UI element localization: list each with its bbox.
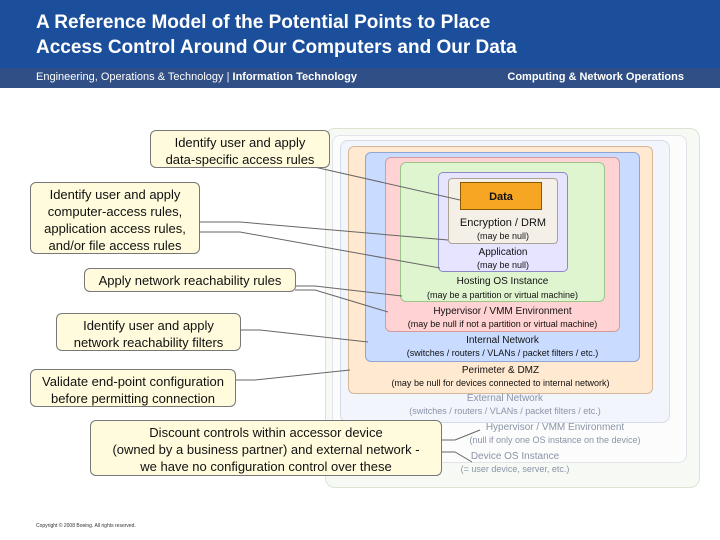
hosting-os-note: (may be a partition or virtual machine) [426,290,579,300]
accessor-device-label: Device OS Instance [470,451,560,462]
callout-discount-controls [90,420,442,476]
accessor-hypervisor-note: (null if only one OS instance on the device) [469,435,641,445]
title-line-1: A Reference Model of the Potential Points to Place [36,12,491,33]
accessor-hypervisor-label: Hypervisor / VMM Environment [485,422,625,433]
leader-c3-a [295,286,402,296]
title-line-2: Access Control Around Our Computers and Our Data [36,37,517,58]
hosting-os-label: Hosting OS Instance [456,276,549,287]
callout-network-reachability-rules [84,268,296,292]
department-label: Computing & Network Operations [507,71,684,83]
callout-computer-access-rules [30,182,200,254]
callout-3-text: Apply network reachability rules [98,273,282,288]
callout-endpoint-validation [30,369,236,407]
organization-bold: Information Technology [232,71,357,83]
copyright-notice: Copyright © 2008 Boeing. All rights reserved. [36,523,136,529]
callout-2-line-2: computer-access rules, [47,204,183,219]
callout-5-line-2: before permitting connection [50,391,216,406]
callout-2-line-4: and/or file access rules [48,238,182,253]
external-network-label: External Network [466,393,544,404]
leader-c1 [290,166,460,200]
data-label: Data [489,191,513,203]
external-network-note: (switches / routers / VLANs / packet filters / etc.) [409,406,601,416]
callout-6-line-2: (owned by a business partner) and external network - [112,442,420,457]
leader-c2-b [200,232,440,268]
application-note: (may be null) [476,260,530,270]
organization-prefix: Engineering, Operations & Technology | [36,71,233,83]
callout-1-line-1: Identify user and apply [174,135,306,150]
callout-4-line-2: network reachability filters [73,335,224,350]
callout-6-line-3: we have no configuration control over these [140,459,392,474]
perimeter-label: Perimeter & DMZ [461,365,540,376]
callout-2-line-3: application access rules, [44,221,186,236]
callout-4-line-1: Identify user and apply [83,318,214,333]
callout-5-line-1: Validate end-point configuration [42,374,224,389]
encryption-label: Encryption / DRM [459,217,547,229]
accessor-device-note: (= user device, server, etc.) [460,464,570,474]
callout-2-line-1: Identify user and apply [49,187,181,202]
callout-data-access-rules [150,130,330,168]
callout-1-line-2: data-specific access rules [165,152,315,167]
leader-c3-b [295,290,388,312]
perimeter-note: (may be null for devices connected to internal network) [391,378,610,388]
leader-c2-a [200,222,448,240]
application-label: Application [478,247,528,258]
leader-c4 [240,330,368,342]
callout-6-line-1: Discount controls within accessor device [149,425,383,440]
leader-c5 [235,370,350,380]
leader-c6-b [440,452,472,462]
callout-network-reachability-filters [56,313,241,351]
hypervisor-label: Hypervisor / VMM Environment [433,306,572,317]
encryption-note: (may be null) [476,231,530,241]
leader-c6-a [440,430,480,440]
internal-network-label: Internal Network [466,335,539,346]
hypervisor-note: (may be null if not a partition or virtual machine) [407,319,598,329]
internal-network-note: (switches / routers / VLANs / packet filters / etc.) [406,348,599,358]
